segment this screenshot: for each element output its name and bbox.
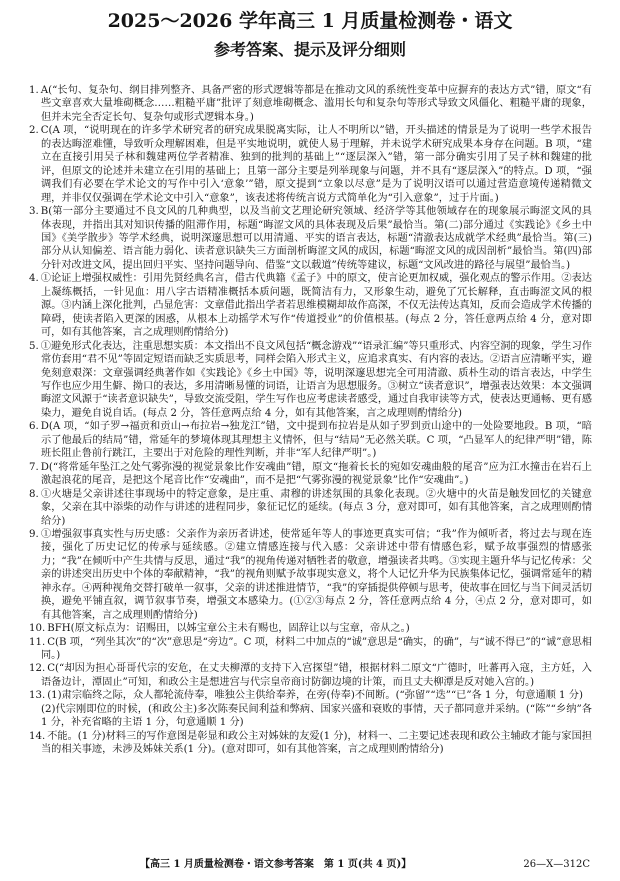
- answer-list: [29, 84, 592, 852]
- item-number: 14.: [29, 730, 46, 742]
- item-text: B(第一部分主要通过不良文风的几种典型，以及当前文艺理论研究领域、经济学等其他领域存在的现象展示晦涩文风的具体表现，并指出其对知识传播的阻滞作用，标题“晦涩文风的具体表现及后果”最恰当。第(二)部分通过《实践论》《乡土中国》《美学散步》等学术经典，说明深邃思想可以用清通、平实的语言表达，标题“清澈表达成就学术经典”最恰当。第(三)部分从认知偏差、语言能力弱化、读者意识缺失三方面剖析晦涩文风的成因，标题“晦涩文风的成因剖析”最恰当。第(四)部分针对改进文风，提出回归平实、坚持问题导向、借鉴“文以载道”传统等建议，标题“文风改进的路径与展望”最恰当。): [40, 206, 592, 271]
- document-title: 2025～2026 学年高三 1 月质量检测卷・语文: [107, 10, 513, 32]
- item-number: 2.: [29, 125, 39, 137]
- answer-item-7: [29, 461, 592, 488]
- item-text: BFH(原文标点为：诏赐田，以姊宝章公主未有赐也，固辞让以与宝章，帝从之。): [47, 623, 410, 635]
- item-number: 3.: [29, 206, 39, 218]
- item-number: 6.: [29, 421, 39, 433]
- answer-item-1: [29, 84, 592, 124]
- item-number: 10.: [29, 623, 46, 635]
- item-number: 1.: [29, 85, 39, 96]
- answer-item-8: [29, 488, 592, 528]
- item-text: A(“长句、复杂句、纲目排列整齐、具备严密的形式逻辑等都是在推动文风的系统性变革中应摒弃的表达方式”错，原文“有些文章喜欢大量堆砌概念……粗糙平庸”批评了刻意堆砌概念、滥用长句和复杂句等形式导致文风僵化、粗糙平庸的现象，但并未完全否定长句、复杂句或形式逻辑本身。): [40, 85, 592, 123]
- item-number: 5.: [29, 340, 39, 352]
- item-number: 11.: [29, 636, 46, 648]
- answer-item-14: [29, 730, 592, 757]
- item-number: 8.: [29, 488, 39, 500]
- item-text: ①论证上增强权威性：引用先贤经典名言，借古代典籍《孟子》中的原文，使言论更加权威，强化观点的警示作用。②表达上凝练概括，一针见血：用八字古语精准概括本质问题，既简洁有力，又形象生动，避免了冗长解释，直击晦涩文风的根源。③内涵上深化批判，凸显危害：文章借此指出学者若思维模糊却故作高深，不仅无法传达真知，反而会造成学术传播的障碍，使读者陷入更深的困惑，从根本上动摇学术写作“传道授业”的价值根基。(每点 2 分，答任意两点给 4 分，意对即可，如有其他答案，言之成理则酌情给分): [40, 273, 592, 339]
- item-number: 9.: [29, 528, 39, 540]
- footer-page-label: 【高三 1 月质量检测卷・语文参考答案 第 1 页(共 4 页)】: [140, 859, 412, 870]
- answer-item-9: [29, 528, 592, 622]
- answer-item-3: [29, 205, 592, 272]
- document-subtitle: 参考答案、提示及评分细则: [213, 40, 406, 59]
- page-footer: [0, 858, 620, 874]
- answer-item-12: [29, 662, 592, 689]
- item-number: 12.: [29, 663, 46, 675]
- answer-item-13-part-2: (2)代宗刚即位的时候，(和政公主)多次陈奏民间利益和弊病、国家兴盛和衰败的事情，天子都同意并采纳。(“陈”“乡纳”各 1 分，补充省略的主语 1 分，句意通顺 1 分): [41, 703, 592, 729]
- item-number: 13.: [29, 690, 46, 702]
- item-text: C(A 项，“说明现在的许多学术研究者的研究成果脱离实际，让人不明所以”错，开头描述的情景是为了说明一些学术报告的表达晦涩难懂，导致听众理解困难，但是平实地说明，就使人易于理解，并未说学术研究成果本身存在问题。B 项，“建立在直接引用吴子林和魏建两位学者精准、独到的批判的基础上”“逐层深入”错，第一部分确实引用了吴子林和魏建的批评，但原文的论述并未建立在引用的基础上；且第一部分主要是列举现象与问题，并不具有“逐层深入”的特点。D 项，“强调我们有必要在学术论文的写作中引入‘意象’”错，原文提到“立象以尽意”是为了说明汉语可以通过营造意境传递精微文理，并非仅仅强调在学术论文中引入“意象”，该表述将传统言说方式简单化为“引入意象”，过于片面。): [40, 125, 592, 204]
- item-text: ①避免形式化表达，注重思想实质：本文指出不良文风包括“概念游戏”“语录汇编”等只重形式、内容空洞的现象，学生习作常仿套用“君不见”等固定短语而缺乏实质思考，同样会陷入形式主义，应追求真实、有内容的表达。②语言应清晰平实，避免刻意艰深：文章强调经典著作如《实践论》《乡土中国》等，说明深邃思想完全可用清澈、质朴生动的语言表达，中学生写作也应少用生僻、拗口的表达，多用清晰易懂的词语，让语言为思想服务。③树立“读者意识”，增强表达效果：本文强调晦涩文风源于“读者意识缺失”，导致交流受阻，学生写作也应考虑读者感受，通过自我审读等方式，使表达更通畅、更有感染力，避免自说自话。(每点 2 分，答任意两点给 4 分，如有其他答案，言之成理则酌情给分): [40, 340, 592, 419]
- item-text: ①火塘是父亲讲述往事现场中的特定意象，是庄重、肃穆的讲述氛围的具象化表现。②火塘中的火苗是触发回忆的关键意象，父亲在其中添柴的动作与讲述的进程同步，象征记忆的延续。(每点 3 分，意对即可，如有其他答案，言之成理则酌情给分): [40, 488, 592, 527]
- answer-item-11: [29, 636, 592, 663]
- item-text: C(B 项，“列坐其次”的“次”意思是“旁边”。C 项，材料二中加点的“诚”意思是“确实，的确”，与“诚不得已”的“诚”意思相同。): [41, 636, 592, 662]
- item-text: 不能。(1 分)材料三的写作意图是彰显和政公主对姊妹的友爱(1 分)，材料一、二主要记述表现和政公主辅政才能与家国担当的相关事迹，未涉及姊妹关系(1 分)。(意对即可，如有其他答案，言之成理则酌情给分): [41, 730, 592, 756]
- footer-code: 26—X—312C: [523, 859, 590, 870]
- answer-item-13: [29, 689, 592, 702]
- item-number: 7.: [29, 461, 39, 473]
- answer-item-10: [29, 622, 592, 635]
- item-text: D(A 项，“如子罗→福贡和贡山→布拉岩→独龙江”错，文中提到布拉岩是从如子罗到贡山途中的一处险要地段。B 项，“暗示了他最后的结局”错，常延年的梦境体现其理想主义情怀，但与“结局”无必然关联。C 项，“凸显军人的纪律严明”错，陈班长阻止鲁前行跳江，主要出于对危险的理性判断，并非“军人纪律严明”。): [40, 421, 592, 460]
- answer-item-5: [29, 340, 592, 421]
- item-text: C(“却因为担心哥哥代宗的安危，在丈夫柳潭的支持下入宫探望”错，根据材料二原文“广德时，吐蕃再入寇，主方妊，入语备边计，潭固止”可知，和政公主是想进宫与代宗皇帝商讨防御边境的计策，而且丈夫柳潭是反对她入宫的。): [41, 663, 592, 688]
- item-text: (1)肃宗临终之际，众人都轮流侍奉，唯独公主供给奉养，在旁(侍奉)不间断。(“弥留”“迭”“已”各 1 分，句意通顺 1 分): [47, 690, 583, 702]
- item-text: D(“将常延年坠江之处气雾弥漫的视觉景象比作安魂曲”错，原文“拖着长长的宛如安魂曲般的尾音”应为江水撞击在岩石上激起浪花的尾音，是把这个尾音比作“安魂曲”，而不是把“气雾弥漫的视觉景象”比作“安魂曲”。): [40, 461, 592, 487]
- answer-item-2: [29, 124, 592, 205]
- answer-item-6: [29, 420, 592, 460]
- answer-item-4: [29, 272, 592, 339]
- item-number: 4.: [29, 273, 39, 285]
- item-text: ①增强叙事真实性与历史感：父亲作为亲历者讲述，使常延年等人的事迹更真实可信；“我”作为倾听者，将过去与现在连接，强化了历史记忆的传承与延续感。②建立情感连接与代入感：父亲讲述中带有情感色彩，赋予故事强烈的情感张力；“我”在倾听中产生共情与反思，通过“我”的视角传递对牺牲者的敬意，增强读者共鸣。③实现主题升华与记忆传承：父亲的讲述突出历史中个体的奉献精神，“我”的视角则赋予故事现实意义，将个人记忆升华为民族集体记忆，强调常延年的精神永存。④两种视角交替打破单一叙事，父亲的讲述推进情节，“我”的穿插提供停顿与思考，使故事在回忆与当下间灵活切换，避免平铺直叙，调节叙事节奏，增强文本感染力。(①②③每点 2 分，答任意两点给 4 分，④点 2 分，意对即可，如有其他答案，言之成理则酌情给分): [40, 528, 592, 621]
